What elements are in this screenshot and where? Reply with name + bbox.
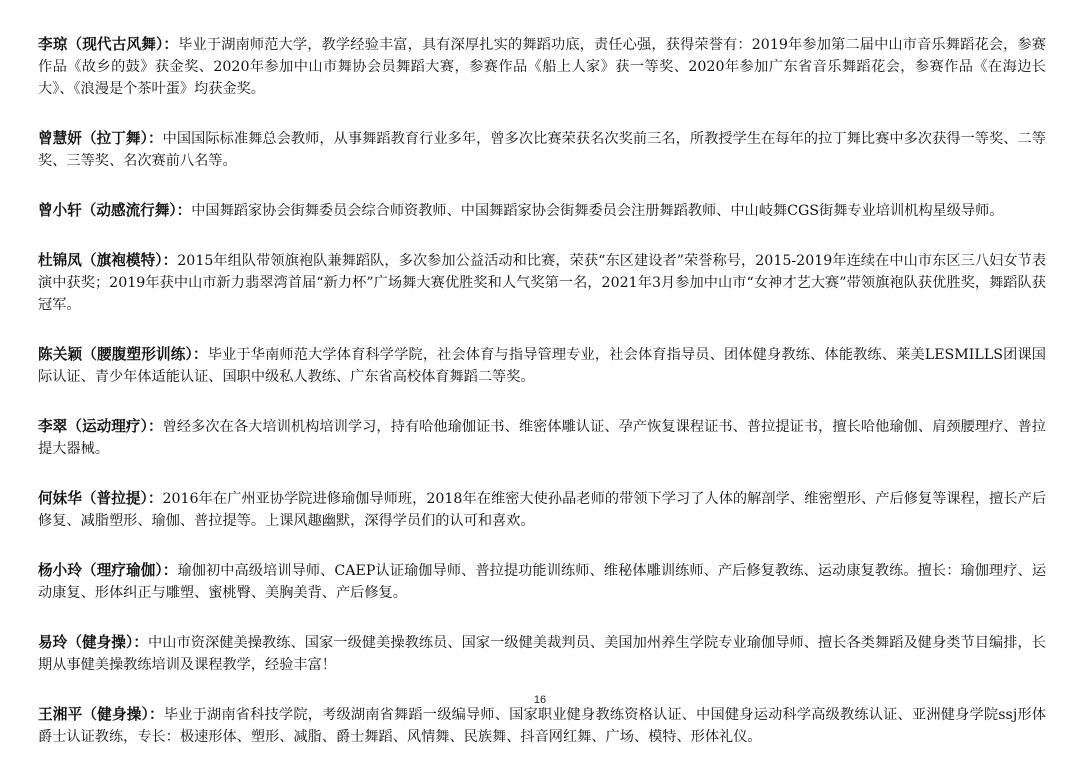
- instructor-bio: 中国国际标准舞总会教师，从事舞蹈教育行业多年，曾多次比赛荣获名次奖前三名，所教授学生在每年的拉丁舞比赛中多次获得一等奖、二等奖、三等奖、名次赛前八名等。: [38, 131, 1046, 169]
- instructor-entry-yi-ling: [38, 632, 1046, 676]
- instructor-entry-zeng-huiyan: [38, 128, 1046, 172]
- instructor-bio: 瑜伽初中高级培训导师、CAEP认证瑜伽导师、普拉提功能训练师、维秘体雕训练师、产后修复教练、运动康复教练。擅长：瑜伽理疗、运动康复、形体纠正与雕塑、蜜桃臀、美胸美背、产后修复。: [38, 563, 1047, 601]
- instructor-entry-zeng-xiaoxuan: [38, 200, 1046, 222]
- instructor-name: 杨小玲（理疗瑜伽）：: [38, 562, 178, 579]
- instructor-bio: 中国舞蹈家协会街舞委员会综合师资教师、中国舞蹈家协会街舞委员会注册舞蹈教师、中山岐舞CGS街舞专业培训机构星级导师。: [191, 203, 1004, 219]
- instructor-entry-he-meihua: [38, 488, 1046, 532]
- instructor-bio: 毕业于湖南师范大学，教学经验丰富，具有深厚扎实的舞蹈功底，责任心强，获得荣誉有：2019年参加第二届中山市音乐舞蹈花会，参赛作品《故乡的鼓》获金奖、2020年参加中山市舞协会员舞蹈大赛，参赛作品《船上人家》获一等奖、2020年参加广东省音乐舞蹈花会，参赛作品《在海边长大》、《浪漫是个茶叶蛋》均获金奖。: [38, 37, 1046, 97]
- instructor-name: 曾慧妍（拉丁舞）：: [38, 130, 163, 147]
- instructor-name: 李翠（运动理疗）：: [38, 418, 163, 435]
- instructor-name: 李琼（现代古风舞）：: [38, 36, 179, 53]
- instructor-name: 何妹华（普拉提）：: [38, 490, 163, 507]
- instructor-list: [38, 34, 1046, 776]
- instructor-bio: 曾经多次在各大培训机构培训学习，持有哈他瑜伽证书、维密体雕认证、孕产恢复课程证书、普拉提证书，擅长哈他瑜伽、肩颈腰理疗、普拉提大器械。: [38, 419, 1046, 457]
- instructor-name: 王湘平（健身操）：: [38, 706, 164, 723]
- instructor-entry-yang-xiaoling: [38, 560, 1046, 604]
- instructor-name: 陈关颖（腰腹塑形训练）：: [38, 346, 208, 363]
- instructor-name: 曾小轩（动感流行舞）：: [38, 202, 192, 219]
- instructor-bio: 中山市资深健美操教练、国家一级健美操教练员、国家一级健美裁判员、美国加州养生学院专业瑜伽导师、擅长各类舞蹈及健身类节目编排，长期从事健美操教练培训及课程教学，经验丰富！: [38, 635, 1046, 673]
- instructor-entry-li-qiong: [38, 34, 1046, 100]
- instructor-name: 易玲（健身操）：: [38, 634, 148, 651]
- instructor-entry-li-cui: [38, 416, 1046, 460]
- page-number: 16: [533, 694, 547, 706]
- instructor-bio: 毕业于湖南省科技学院，考级湖南省舞蹈一级编导师、国家职业健身教练资格认证、中国健身运动科学高级教练认证、亚洲健身学院ssj形体爵士认证教练，专长：极速形体、塑形、减脂、爵士舞蹈、风情舞、民族舞、抖音网红舞、广场、模特、形体礼仪。: [38, 707, 1047, 745]
- instructor-entry-wang-xiangping: [38, 704, 1046, 748]
- instructor-bio: 2016年在广州亚协学院进修瑜伽导师班，2018年在维密大使孙晶老师的带领下学习了人体的解剖学、维密塑形、产后修复等课程，擅长产后修复、减脂塑形、瑜伽、普拉提等。上课风趣幽默，深得学员们的认可和喜欢。: [38, 491, 1047, 529]
- instructor-entry-du-jinfeng: [38, 250, 1046, 316]
- instructor-name: 杜锦凤（旗袍模特）：: [38, 252, 178, 269]
- instructor-bio: 2015年组队带领旗袍队兼舞蹈队，多次参加公益活动和比赛，荣获“东区建设者”荣誉称号，2015-2019年连续在中山市东区三八妇女节表演中获奖；2019年获中山市新力翡翠湾首届“新力杯”广场舞大赛优胜奖和人气奖第一名，2021年3月参加中山市“女神才艺大赛”带领旗袍队获优胜奖，舞蹈队获冠军。: [38, 253, 1047, 313]
- instructor-bio: 毕业于华南师范大学体育科学学院，社会体育与指导管理专业，社会体育指导员、团体健身教练、体能教练、莱美LESMILLS团课国际认证、青少年体适能认证、国职中级私人教练、广东省高校体育舞蹈二等奖。: [38, 347, 1046, 385]
- instructor-entry-chen-guanying: [38, 344, 1046, 388]
